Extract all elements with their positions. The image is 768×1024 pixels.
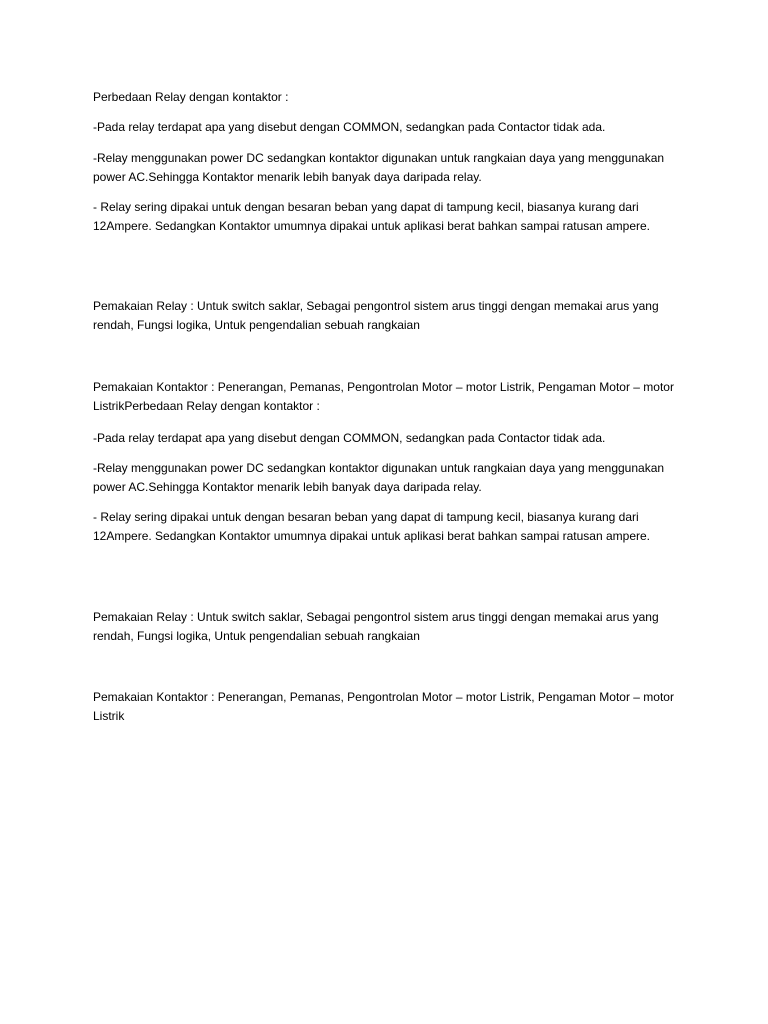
paragraph-pemakaian-relay: Pemakaian Relay : Untuk switch saklar, Sebagai pengontrol sistem arus tinggi dengan memakai arus yang rendah, Fungsi logika, Untuk pengendalian sebuah rangkaian	[93, 299, 659, 332]
paragraph-beban-repeat: - Relay sering dipakai untuk dengan besaran beban yang dapat di tampung kecil, biasanya kurang dari 12Ampere. Sedangkan Kontaktor umumnya dipakai untuk aplikasi berat bahkan sampai ratusan ampere.	[93, 510, 650, 543]
heading-perbedaan: Perbedaan Relay dengan kontaktor :	[93, 90, 289, 104]
paragraph-common: -Pada relay terdapat apa yang disebut dengan COMMON, sedangkan pada Contactor tidak ada.	[93, 120, 606, 134]
paragraph-pemakaian-kontaktor: Pemakaian Kontaktor : Penerangan, Pemanas, Pengontrolan Motor – motor Listrik, Pengaman Motor – motor ListrikPerbedaan Relay dengan kontaktor :	[93, 380, 674, 413]
paragraph-power-repeat: -Relay menggunakan power DC sedangkan kontaktor digunakan untuk rangkaian daya yang menggunakan power AC.Sehingga Kontaktor menarik lebih banyak daya daripada relay.	[93, 461, 665, 494]
paragraph-pemakaian-relay-repeat: Pemakaian Relay : Untuk switch saklar, Sebagai pengontrol sistem arus tinggi dengan memakai arus yang rendah, Fungsi logika, Untuk pengendalian sebuah rangkaian	[93, 610, 659, 643]
paragraph-pemakaian-kontaktor-repeat: Pemakaian Kontaktor : Penerangan, Pemanas, Pengontrolan Motor – motor Listrik, Pengaman Motor – motor Listrik	[93, 690, 674, 723]
paragraph-beban: - Relay sering dipakai untuk dengan besaran beban yang dapat di tampung kecil, biasanya kurang dari 12Ampere. Sedangkan Kontaktor umumnya dipakai untuk aplikasi berat bahkan sampai ratusan ampere.	[93, 200, 650, 233]
paragraph-common-repeat: -Pada relay terdapat apa yang disebut dengan COMMON, sedangkan pada Contactor tidak ada.	[93, 431, 606, 445]
paragraph-power: -Relay menggunakan power DC sedangkan kontaktor digunakan untuk rangkaian daya yang menggunakan power AC.Sehingga Kontaktor menarik lebih banyak daya daripada relay.	[93, 151, 665, 184]
